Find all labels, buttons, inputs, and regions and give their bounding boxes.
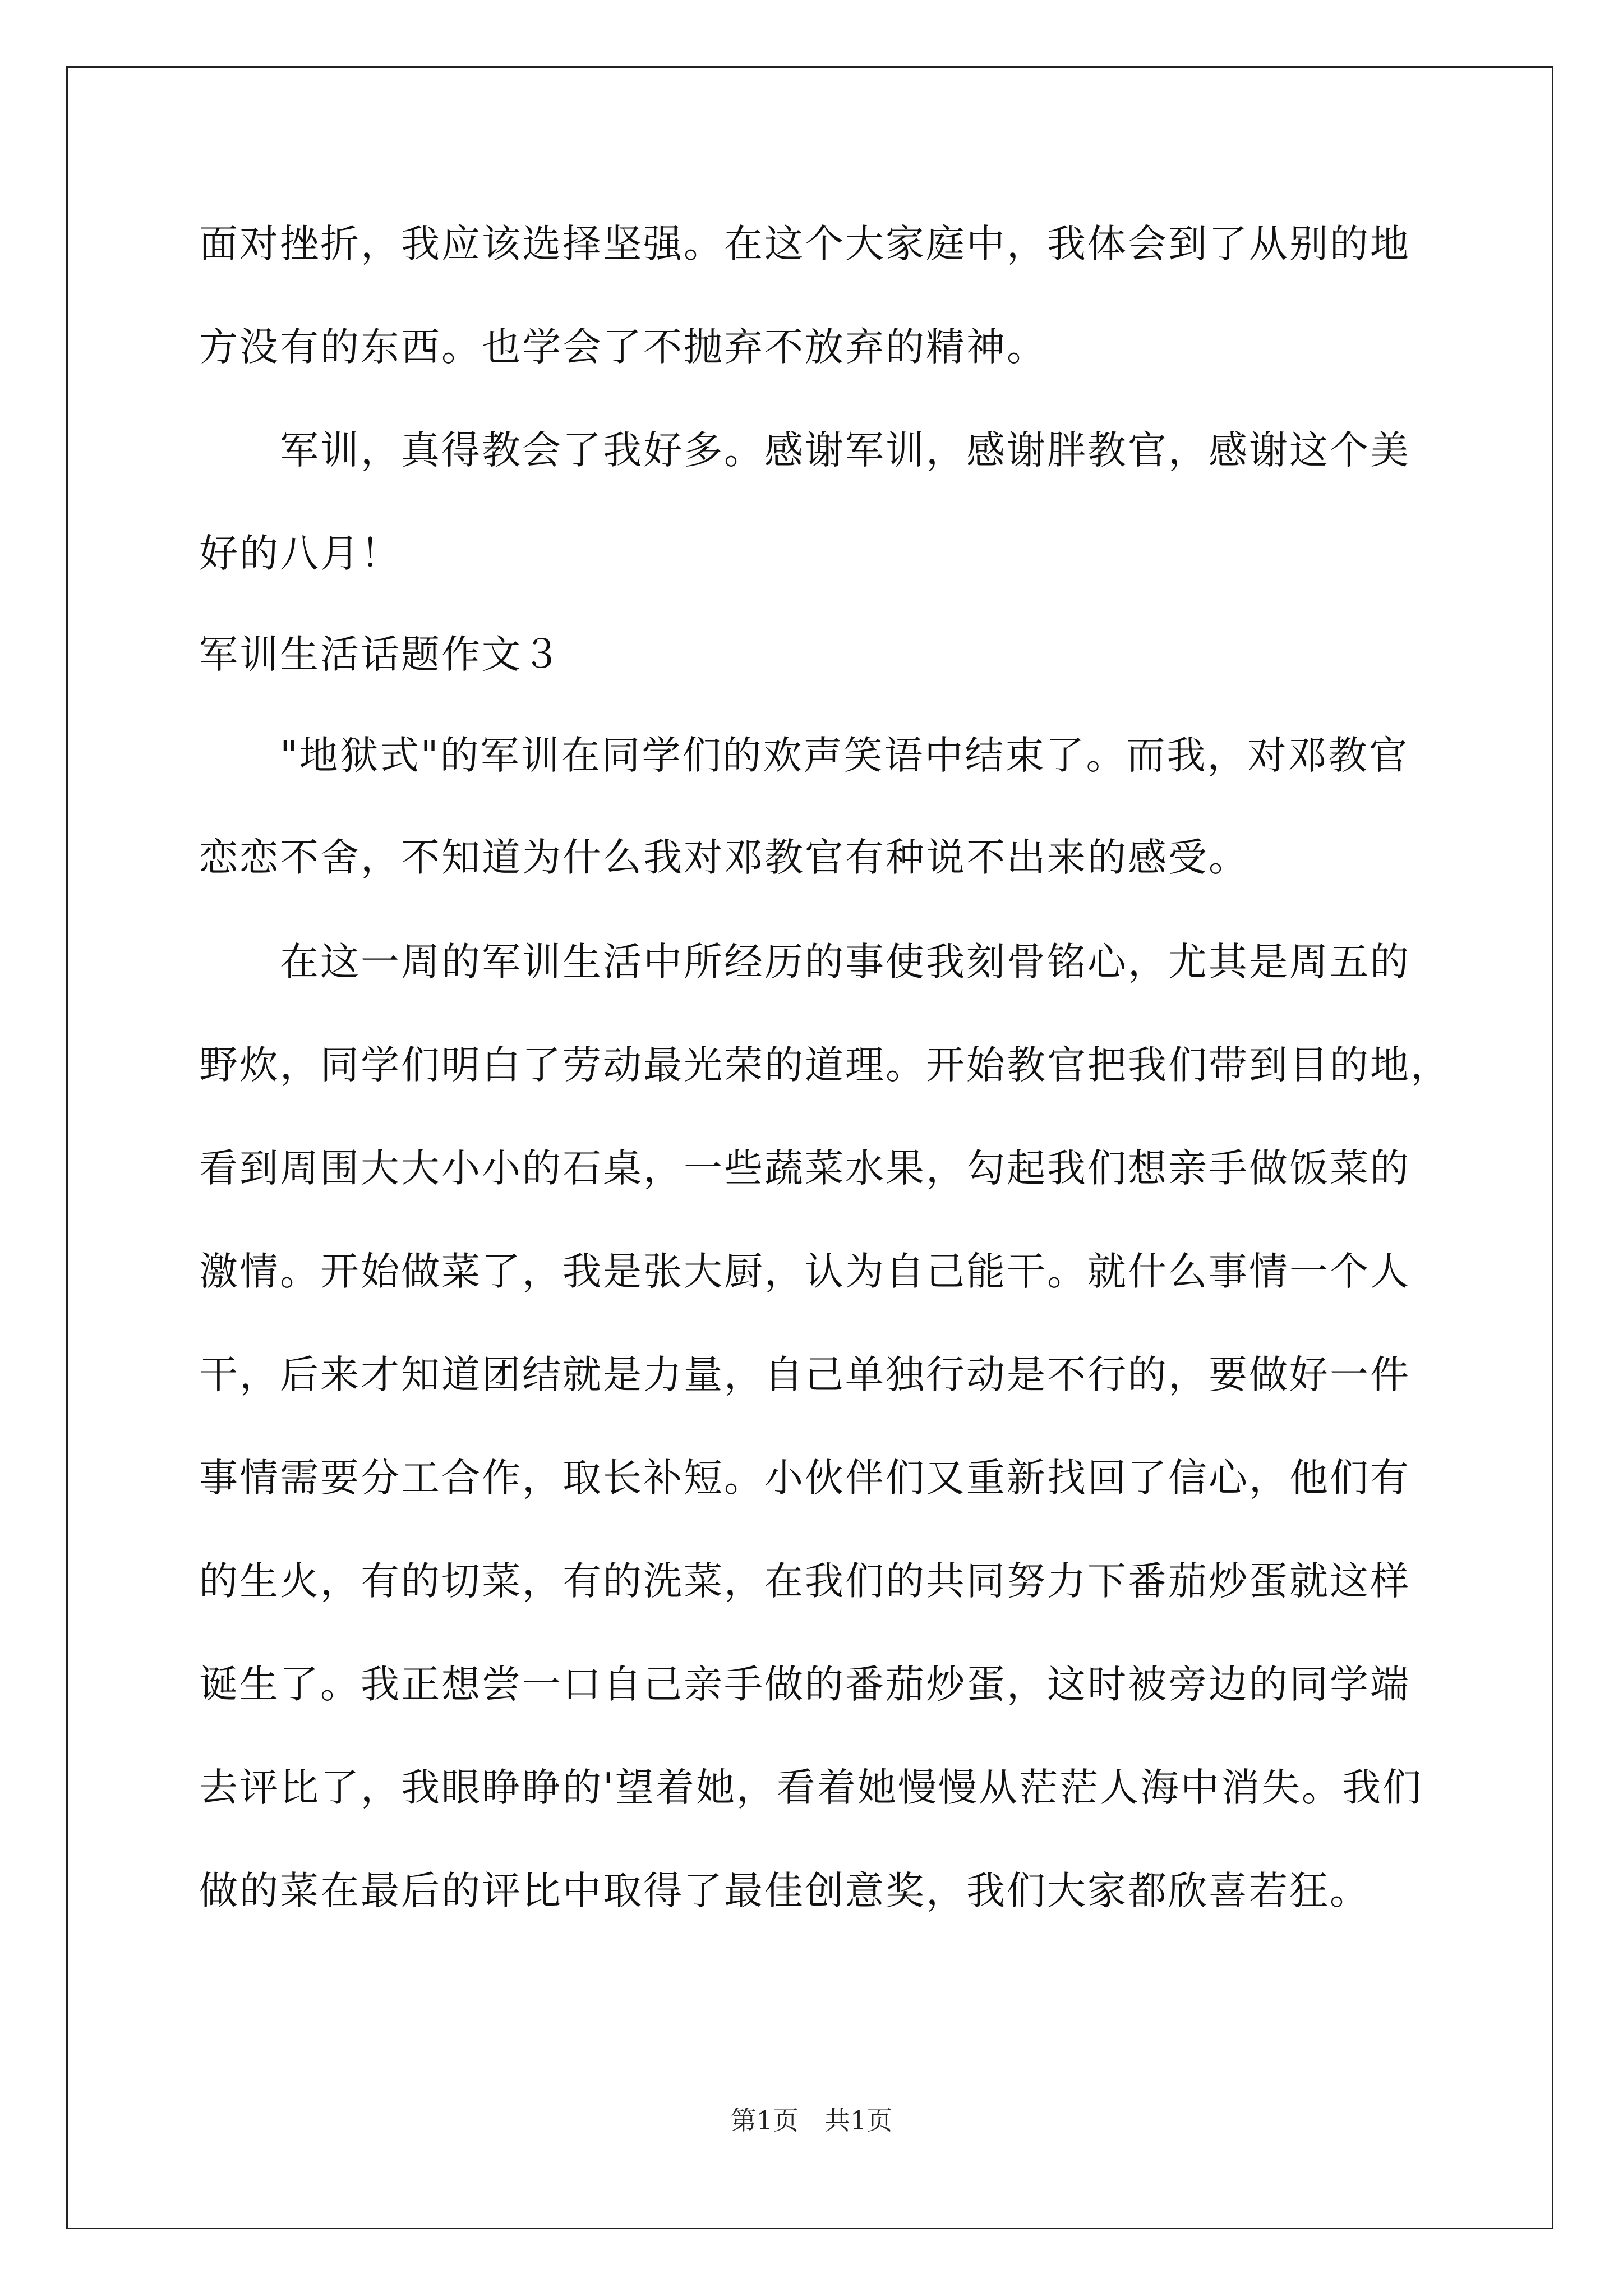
text-line: 野炊，同学们明白了劳动最光荣的道理。开始教官把我们带到目的地， [199, 1043, 1451, 1088]
text-line: 看到周围大大小小的石桌，一些蔬菜水果，勾起我们想亲手做饭菜的 [199, 1146, 1410, 1191]
text-line: 方没有的东西。也学会了不抛弃不放弃的精神。 [199, 325, 1047, 370]
text-line: "地狱式"的军训在同学们的欢声笑语中结束了。而我，对邓教官 [199, 733, 1409, 778]
text-line: 激情。开始做菜了，我是张大厨，认为自己能干。就什么事情一个人 [199, 1249, 1410, 1294]
text-line: 恋恋不舍，不知道为什么我对邓教官有种说不出来的感受。 [199, 835, 1249, 880]
text-line: 在这一周的军训生活中所经历的事使我刻骨铭心，尤其是周五的 [199, 940, 1410, 984]
text-line: 的生火，有的切菜，有的洗菜，在我们的共同努力下番茄炒蛋就这样 [199, 1559, 1410, 1604]
text-line: 做的菜在最后的评比中取得了最佳创意奖，我们大家都欣喜若狂。 [199, 1869, 1370, 1913]
text-line: 面对挫折，我应该选择坚强。在这个大家庭中，我体会到了从别的地 [199, 222, 1410, 266]
section-heading: 军训生活话题作文３ [199, 632, 562, 677]
page-footer: 第1页 共1页 [730, 2105, 893, 2136]
text-line: 去评比了，我眼睁睁的'望着她，看着她慢慢从茫茫人海中消失。我们 [199, 1765, 1423, 1810]
text-line: 好的八月！ [199, 531, 401, 576]
text-line: 诞生了。我正想尝一口自己亲手做的番茄炒蛋，这时被旁边的同学端 [199, 1662, 1410, 1707]
text-line: 干，后来才知道团结就是力量，自己单独行动是不行的，要做好一件 [199, 1352, 1410, 1397]
text-line: 军训，真得教会了我好多。感谢军训，感谢胖教官，感谢这个美 [199, 428, 1410, 473]
text-line: 事情需要分工合作，取长补短。小伙伴们又重新找回了信心，他们有 [199, 1456, 1410, 1501]
